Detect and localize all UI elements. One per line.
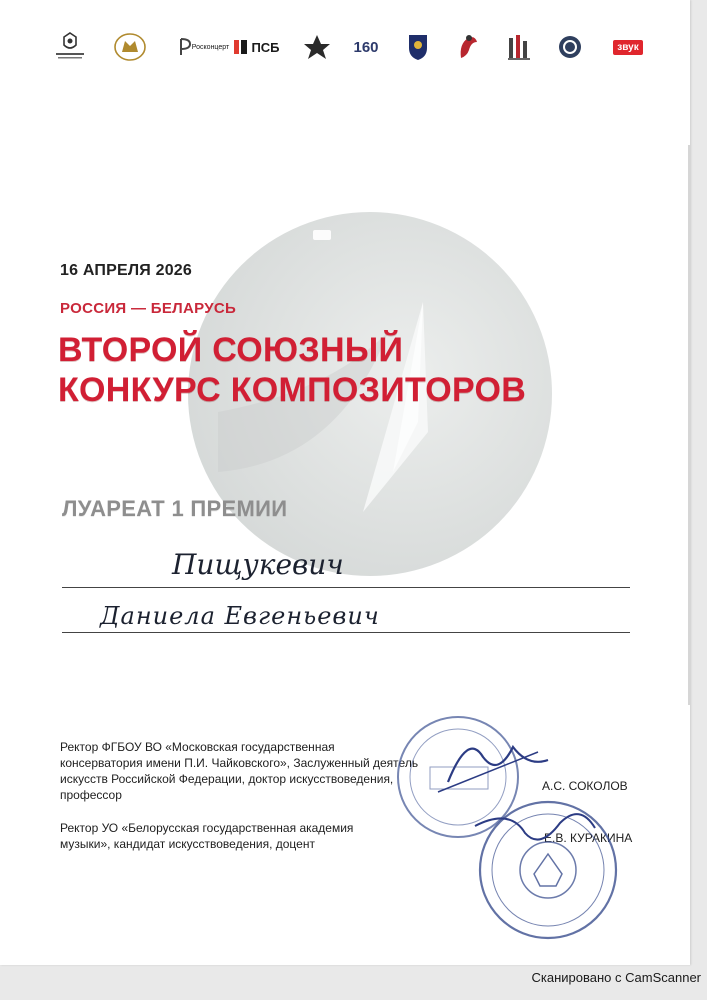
paper-edge [688, 145, 691, 705]
signer-2-name: Е.В. КУРАКИНА [544, 831, 633, 845]
camscanner-watermark: Сканировано с CamScanner [531, 970, 701, 985]
rosconcert-logo: Росконцерт [172, 30, 236, 64]
signer-1-position: Ректор ФГБОУ ВО «Московская государственная консерватория имени П.И. Чайковского», Заслуженный деятель искусств Российской Федерации, доктор искусствоведения, профессор [60, 740, 419, 802]
belarusian-academy-stamp [470, 788, 620, 948]
signer-1-name: А.С. СОКОЛОВ [542, 779, 628, 793]
zvuk-logo: звук [603, 30, 653, 64]
title-line-1: ВТОРОЙ СОЮЗНЫЙ [58, 331, 404, 369]
title-line-2: КОНКУРС КОМПОЗИТОРОВ [58, 371, 527, 409]
surname-handwriting: Пищукевич [172, 548, 344, 581]
crest-logo [403, 30, 433, 64]
signer-2-position: Ректор УО «Белорусская государственная академия музыки», кандидат искусствоведения, доцент [60, 821, 354, 851]
event-subtitle: РОССИЯ — БЕЛАРУСЬ [60, 300, 237, 317]
musicians-logo [505, 30, 535, 64]
sponsor-logos-row [50, 30, 660, 64]
ministry-of-culture-emblem [50, 30, 90, 64]
anniversary-160-logo: 160 [353, 38, 379, 56]
competition-title [58, 330, 526, 410]
award-title: ЛУАРЕАТ 1 ПРЕМИИ [62, 496, 288, 521]
bolshoi-theatre-logo [110, 30, 150, 64]
given-names-handwriting: Даниела Евгеньевич [100, 602, 380, 630]
surname-line [62, 548, 630, 588]
star-logo [300, 30, 334, 64]
circle-emblem-logo [555, 30, 585, 64]
psb-logo: ПСБ [232, 30, 282, 64]
event-date: 16 АПРЕЛЯ 2026 [60, 262, 192, 279]
composer-logo [453, 30, 483, 64]
